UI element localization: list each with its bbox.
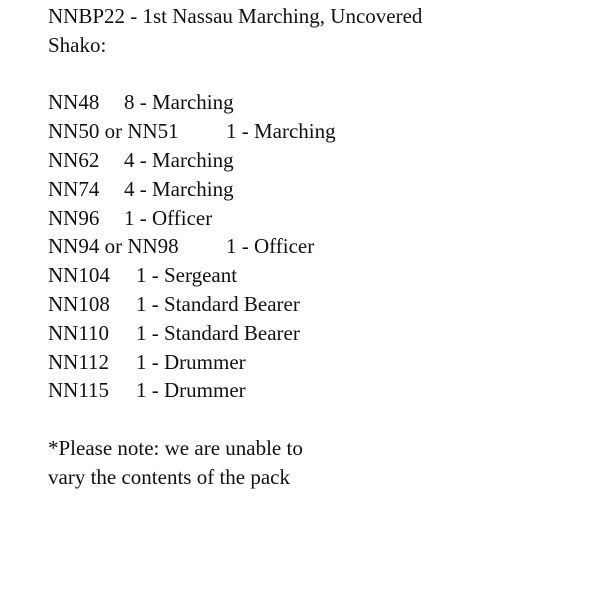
pack-contents-text [48, 2, 568, 492]
item-code: NN62 [48, 147, 100, 172]
list-item [48, 290, 568, 319]
list-item [48, 117, 568, 146]
list-item [48, 204, 568, 233]
item-code: NN96 [48, 205, 100, 230]
item-code: NN74 [48, 176, 100, 201]
item-code: NN50 or NN51 [48, 119, 179, 144]
list-item [48, 348, 568, 377]
spacer [48, 405, 568, 434]
item-code: NN108 [48, 291, 110, 316]
item-code: NN115 [48, 378, 110, 403]
item-desc: 1 - Standard Bearer [136, 320, 300, 345]
title-line-2: Shako: [48, 32, 107, 57]
item-code: NN48 [48, 90, 100, 115]
item-desc: 1 - Sergeant [136, 263, 238, 288]
item-desc: 8 - Marching [124, 90, 234, 115]
item-code: NN104 [48, 263, 110, 288]
item-code: NN110 [48, 320, 110, 345]
note-line-2: vary the contents of the pack [48, 464, 290, 489]
title-line-1: NNBP22 - 1st Nassau Marching, Uncovered [48, 4, 423, 28]
item-desc: 1 - Drummer [136, 349, 246, 374]
item-desc: 1 - Marching [226, 119, 336, 144]
spacer [48, 60, 568, 89]
item-code: NN112 [48, 349, 110, 374]
list-item [48, 232, 568, 261]
item-desc: 1 - Standard Bearer [136, 291, 300, 316]
note-line-1: *Please note: we are unable to [48, 435, 303, 460]
list-item [48, 319, 568, 348]
list-item [48, 146, 568, 175]
list-item [48, 88, 568, 117]
item-code: NN94 or NN98 [48, 234, 179, 259]
item-desc: 1 - Drummer [136, 378, 246, 403]
list-item [48, 261, 568, 290]
list-item [48, 376, 568, 405]
item-desc: 1 - Officer [226, 234, 315, 259]
list-item [48, 175, 568, 204]
item-desc: 1 - Officer [124, 205, 213, 230]
item-desc: 4 - Marching [124, 176, 234, 201]
item-desc: 4 - Marching [124, 147, 234, 172]
